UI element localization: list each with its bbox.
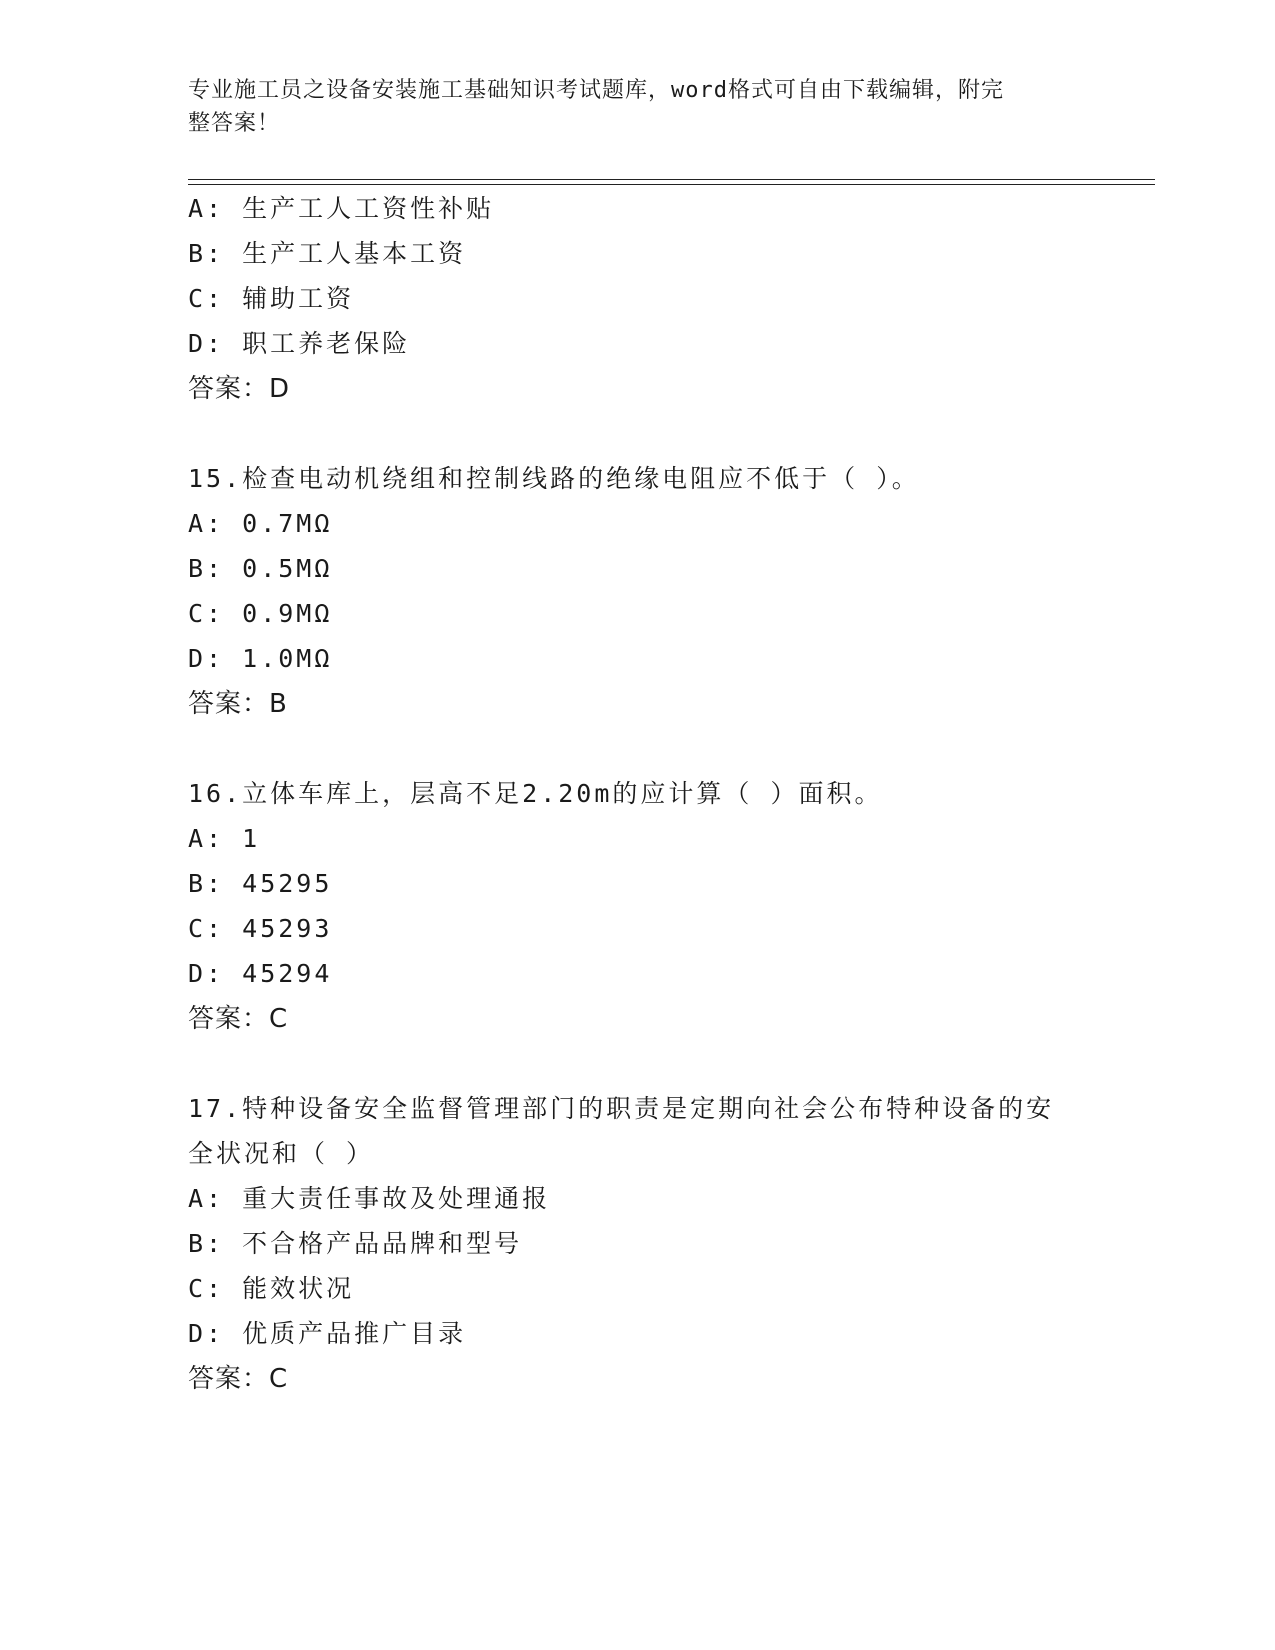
q17-question-line-2: 全状况和（ ） [188,1139,375,1168]
q14-answer: 答案：D [188,374,291,404]
header-divider-bottom [188,184,1155,185]
q16-option-d: D: 45294 [188,959,333,988]
q15-option-b: B: 0.5MΩ [188,554,333,583]
q15-option-c: C: 0.9MΩ [188,599,333,628]
header-divider-top [188,179,1155,180]
header-line-1: 专业施工员之设备安装施工基础知识考试题库，word格式可自由下载编辑，附完 [188,78,1004,103]
q17-option-c: C: 能效状况 [188,1274,355,1303]
q15-answer: 答案：B [188,689,288,719]
q14-option-b: B: 生产工人基本工资 [188,239,467,268]
q16-option-b: B: 45295 [188,869,333,898]
q15-option-d: D: 1.0MΩ [188,644,333,673]
q16-option-c: C: 45293 [188,914,333,943]
q17-answer: 答案：C [188,1364,289,1394]
q16-answer: 答案：C [188,1004,289,1034]
q17-option-b: B: 不合格产品品牌和型号 [188,1229,523,1258]
q15-question: 15.检查电动机绕组和控制线路的绝缘电阻应不低于（ ）。 [188,464,920,493]
q16-option-a: A: 1 [188,824,261,853]
q17-option-a: A: 重大责任事故及处理通报 [188,1184,551,1213]
q16-question: 16.立体车库上，层高不足2.20m的应计算（ ）面积。 [188,779,883,808]
q15-option-a: A: 0.7MΩ [188,509,333,538]
q17-question-line-1: 17.特种设备安全监督管理部门的职责是定期向社会公布特种设备的安 [188,1094,1055,1123]
header-line-2: 整答案！ [188,111,281,136]
q14-option-d: D: 职工养老保险 [188,329,411,358]
q17-option-d: D: 优质产品推广目录 [188,1319,467,1348]
q14-option-a: A: 生产工人工资性补贴 [188,194,495,223]
document-header [188,74,1088,140]
q14-option-c: C: 辅助工资 [188,284,355,313]
